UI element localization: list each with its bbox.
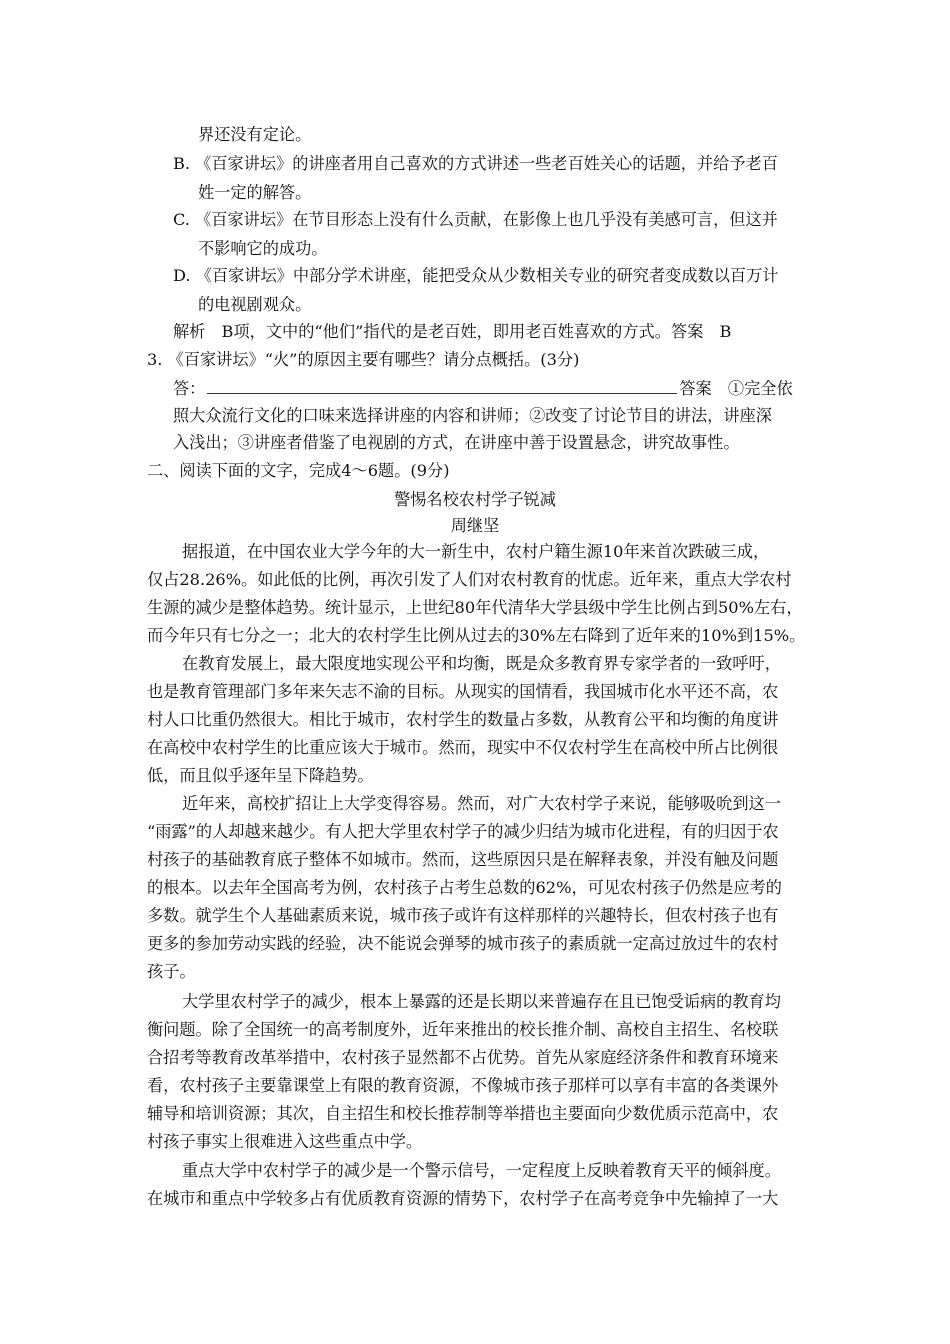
answer-line-2: 照大众流行文化的口味来选择讲座的内容和讲师；②改变了讨论节目的讲法，讲座深 — [173, 406, 772, 425]
paragraph-5-line: 在城市和重点中学较多占有优质教育资源的情势下，农村学子在高考竞争中先输掉了一大 — [147, 1189, 779, 1208]
option-d-line-2: 的电视剧观众。 — [198, 295, 312, 314]
paragraph-2-line: 在高校中农村学生的比重应该大于城市。然而，现实中不仅农村学生在高校中所占比例很 — [147, 738, 779, 757]
paragraph-4-line: 合招考等教育改革举措中，农村孩子显然都不占优势。首先从家庭经济条件和教育环境来 — [147, 1048, 779, 1067]
paragraph-1-line: 而今年只有七分之一；北大的农村学生比例从过去的30%左右降到了近年来的10%到15%。 — [147, 626, 806, 645]
answer-prefix: 答案 ①完全依 — [679, 379, 793, 398]
paragraph-3-line: 更多的参加劳动实践的经验，决不能说会弹琴的城市孩子的素质就一定高过放过牛的农村 — [147, 934, 779, 953]
paragraph-2-line: 也是教育管理部门多年来矢志不渝的目标。从现实的国情看，我国城市化水平还不高，农 — [147, 682, 779, 701]
paragraph-1-line: 据报道，在中国农业大学今年的大一新生中，农村户籍生源10年来首次跌破三成， — [182, 542, 770, 561]
paragraph-2-line: 在教育发展上，最大限度地实现公平和均衡，既是众多教育界专家学者的一致呼吁， — [182, 654, 781, 673]
section-2-heading: 二、阅读下面的文字，完成4～6题。(9分) — [147, 461, 450, 480]
paragraph-5-line: 重点大学中农村学子的减少是一个警示信号，一定程度上反映着教育天平的倾斜度。 — [182, 1161, 781, 1180]
answer-line — [173, 377, 793, 400]
paragraph-1-line: 生源的减少是整体趋势。统计显示，上世纪80年代清华大学县级中学生比例占到50%左右， — [147, 598, 803, 617]
answer-label: 答： — [173, 379, 206, 398]
option-c-line-2: 不影响它的成功。 — [198, 239, 328, 258]
option-a-continuation: 界还没有定论。 — [198, 125, 312, 144]
paragraph-2-line: 村人口比重仍然很大。相比于城市，农村学生的数量占多数，从教育公平和均衡的角度讲 — [147, 710, 779, 729]
paragraph-3-line: 孩子。 — [147, 962, 196, 981]
analysis-answer: 解析 B项，文中的“他们”指代的是老百姓，即用老百姓喜欢的方式。答案 B — [173, 322, 732, 341]
answer-blank — [207, 377, 677, 394]
article-author: 周继坚 — [450, 516, 500, 535]
option-d-line-1: D. 《百家讲坛》中部分学术讲座，能把受众从少数相关专业的研究者变成数以百万计 — [173, 266, 779, 285]
paragraph-4-line: 辅导和培训资源；其次，自主招生和校长推荐制等举措也主要面向少数优质示范高中，农 — [147, 1104, 779, 1123]
paragraph-3-line: 的根本。以去年全国高考为例，农村孩子占考生总数的62%，可见农村孩子仍然是应考的 — [147, 878, 782, 897]
answer-line-3: 入浅出；③讲座者借鉴了电视剧的方式，在讲座中善于设置悬念，讲究故事性。 — [173, 433, 740, 452]
option-b-line-1: B. 《百家讲坛》的讲座者用自己喜欢的方式讲述一些老百姓关心的话题，并给予老百 — [173, 154, 778, 173]
paragraph-1-line: 仅占28.26%。如此低的比例，再次引发了人们对农村教育的忧虑。近年来，重点大学农村 — [147, 570, 792, 589]
paragraph-3-line: 多数。就学生个人基础素质来说，城市孩子或许有这样那样的兴趣特长，但农村孩子也有 — [147, 906, 779, 925]
question-3: 3. 《百家讲坛》“火”的原因主要有哪些？请分点概括。(3分) — [147, 350, 580, 369]
paragraph-3-line: “雨露”的人却越来越少。有人把大学里农村学子的减少归结为城市化进程，有的归因于农 — [147, 822, 779, 841]
article-title: 警惕名校农村学子锐减 — [394, 490, 556, 509]
paragraph-4-line: 大学里农村学子的减少，根本上暴露的还是长期以来普遍存在且已饱受诟病的教育均 — [182, 992, 781, 1011]
option-b-line-2: 姓一定的解答。 — [198, 183, 312, 202]
paragraph-3-line: 近年来，高校扩招让上大学变得容易。然而，对广大农村学子来说，能够吸吮到这一 — [182, 794, 781, 813]
paragraph-4-line: 看，农村孩子主要靠课堂上有限的教育资源，不像城市孩子那样可以享有丰富的各类课外 — [147, 1076, 779, 1095]
paragraph-4-line: 衡问题。除了全国统一的高考制度外，近年来推出的校长推介制、高校自主招生、名校联 — [147, 1020, 779, 1039]
paragraph-2-line: 低，而且似乎逐年呈下降趋势。 — [147, 766, 374, 785]
paragraph-4-line: 村孩子事实上很难进入这些重点中学。 — [147, 1132, 423, 1151]
option-c-line-1: C. 《百家讲坛》在节目形态上没有什么贡献，在影像上也几乎没有美感可言，但这并 — [173, 210, 778, 229]
paragraph-3-line: 村孩子的基础教育底子整体不如城市。然而，这些原因只是在解释表象，并没有触及问题 — [147, 850, 779, 869]
